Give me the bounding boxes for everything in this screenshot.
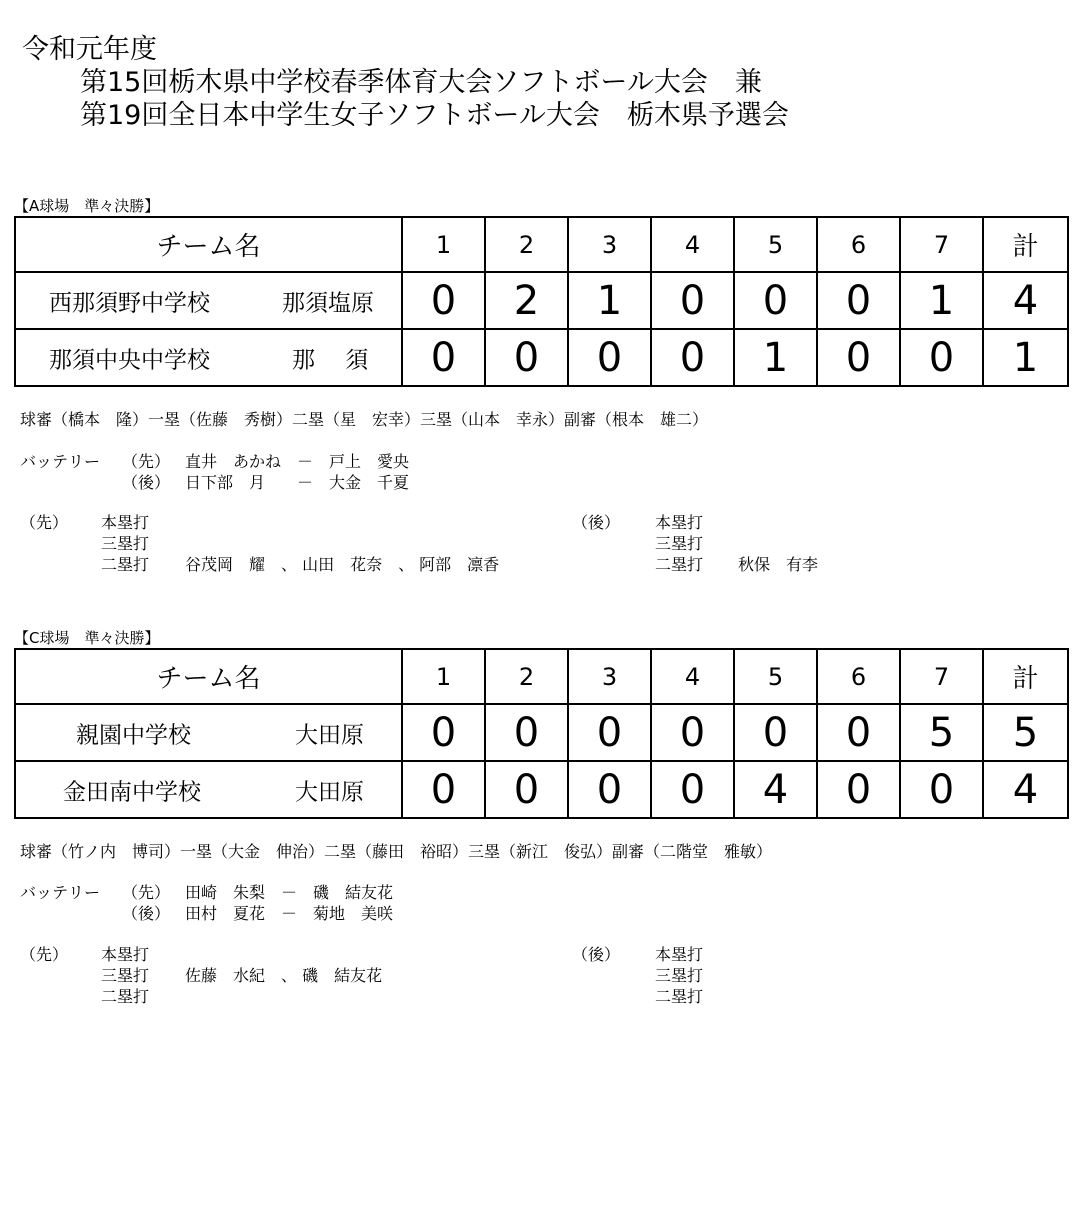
double-label: 二塁打 — [655, 987, 704, 1006]
city-name: 那須塩原 — [282, 290, 374, 316]
inning-runs: 0 — [817, 704, 900, 761]
inning-header: 2 — [485, 649, 568, 704]
team-row — [15, 761, 1068, 818]
home-run-label: 本塁打 — [101, 513, 150, 532]
inning-runs: 1 — [568, 272, 651, 329]
school-name: 西那須野中学校 — [49, 290, 210, 316]
inning-runs: 0 — [402, 272, 485, 329]
inning-header: 4 — [651, 649, 734, 704]
double-label: 二塁打 — [101, 987, 150, 1006]
document-year: 令和元年度 — [22, 34, 157, 65]
inning-header: 1 — [402, 217, 485, 272]
total-runs: 1 — [983, 329, 1068, 386]
team-name-header: チーム名 — [15, 649, 402, 704]
triple-label: 三塁打 — [655, 534, 704, 553]
hits-side-second: （後） — [572, 513, 621, 532]
scoreboard-header-row — [15, 217, 1068, 272]
inning-runs: 0 — [817, 272, 900, 329]
inning-runs: 0 — [485, 761, 568, 818]
home-run-label: 本塁打 — [655, 513, 704, 532]
hits-side-first: （先） — [20, 945, 69, 964]
total-header: 計 — [983, 217, 1068, 272]
team-cell — [15, 329, 402, 386]
umpires-line: 球審（橋本 隆）一塁（佐藤 秀樹）二塁（星 宏幸）三塁（山本 幸永）副審（根本 雄二） — [20, 410, 709, 429]
inning-runs: 0 — [651, 761, 734, 818]
total-runs: 4 — [983, 272, 1068, 329]
game-c-label: 【C球場 準々決勝】 — [14, 629, 160, 647]
triple-label: 三塁打 — [101, 966, 150, 985]
battery-names: 田崎 朱梨 － 磯 結友花 — [185, 883, 394, 902]
triple-label: 三塁打 — [655, 966, 704, 985]
inning-header: 3 — [568, 217, 651, 272]
hits-side-second: （後） — [572, 945, 621, 964]
inning-header: 7 — [900, 649, 983, 704]
inning-runs: 4 — [734, 761, 817, 818]
inning-runs: 1 — [900, 272, 983, 329]
school-name: 那須中央中学校 — [49, 347, 210, 373]
inning-runs: 0 — [568, 761, 651, 818]
inning-runs: 0 — [900, 761, 983, 818]
inning-header: 5 — [734, 649, 817, 704]
inning-runs: 0 — [651, 704, 734, 761]
tournament-title-line-2: 第19回全日本中学生女子ソフトボール大会 栃木県予選会 — [80, 100, 789, 131]
inning-header: 2 — [485, 217, 568, 272]
city-name: 那 須 — [292, 347, 369, 373]
hits-side-first: （先） — [20, 513, 69, 532]
inning-runs: 2 — [485, 272, 568, 329]
school-name: 金田南中学校 — [63, 779, 201, 805]
inning-header: 7 — [900, 217, 983, 272]
inning-header: 1 — [402, 649, 485, 704]
team-cell — [15, 272, 402, 329]
game-a-label: 【A球場 準々決勝】 — [14, 197, 160, 215]
total-header: 計 — [983, 649, 1068, 704]
team-row — [15, 272, 1068, 329]
double-label: 二塁打 — [101, 555, 150, 574]
city-name: 大田原 — [295, 722, 364, 748]
double-players: 秋保 有李 — [738, 555, 819, 574]
battery-names: 日下部 月 － 大金 千夏 — [185, 473, 410, 492]
triple-players: 佐藤 水紀 、 磯 結友花 — [185, 966, 383, 985]
inning-header: 5 — [734, 217, 817, 272]
inning-runs: 0 — [402, 704, 485, 761]
inning-runs: 0 — [485, 329, 568, 386]
inning-header: 6 — [817, 649, 900, 704]
inning-header: 4 — [651, 217, 734, 272]
inning-runs: 0 — [817, 329, 900, 386]
team-name-header: チーム名 — [15, 217, 402, 272]
inning-runs: 0 — [402, 329, 485, 386]
battery-side: （後） — [122, 904, 171, 923]
team-row — [15, 329, 1068, 386]
home-run-label: 本塁打 — [655, 945, 704, 964]
battery-label: バッテリー — [20, 883, 101, 902]
inning-header: 3 — [568, 649, 651, 704]
inning-runs: 0 — [568, 329, 651, 386]
team-cell — [15, 761, 402, 818]
city-name: 大田原 — [295, 779, 364, 805]
tournament-title-line-1: 第15回栃木県中学校春季体育大会ソフトボール大会 兼 — [80, 67, 762, 98]
inning-runs: 0 — [485, 704, 568, 761]
inning-runs: 0 — [817, 761, 900, 818]
total-runs: 5 — [983, 704, 1068, 761]
battery-side: （先） — [122, 883, 171, 902]
inning-runs: 0 — [651, 272, 734, 329]
inning-runs: 0 — [734, 272, 817, 329]
battery-names: 直井 あかね － 戸上 愛央 — [185, 452, 410, 471]
team-row — [15, 704, 1068, 761]
inning-runs: 0 — [734, 704, 817, 761]
inning-runs: 1 — [734, 329, 817, 386]
school-name: 親園中学校 — [76, 722, 191, 748]
inning-runs: 0 — [568, 704, 651, 761]
double-label: 二塁打 — [655, 555, 704, 574]
game-a-scoreboard — [14, 216, 1069, 387]
home-run-label: 本塁打 — [101, 945, 150, 964]
battery-side: （後） — [122, 473, 171, 492]
total-runs: 4 — [983, 761, 1068, 818]
inning-runs: 5 — [900, 704, 983, 761]
inning-header: 6 — [817, 217, 900, 272]
double-players: 谷茂岡 耀 、 山田 花奈 、 阿部 凛香 — [185, 555, 500, 574]
team-cell — [15, 704, 402, 761]
umpires-line: 球審（竹ノ内 博司）一塁（大金 伸治）二塁（藤田 裕昭）三塁（新江 俊弘）副審（二階堂 雅敏） — [20, 842, 773, 861]
triple-label: 三塁打 — [101, 534, 150, 553]
battery-names: 田村 夏花 － 菊地 美咲 — [185, 904, 394, 923]
scoreboard-header-row — [15, 649, 1068, 704]
inning-runs: 0 — [402, 761, 485, 818]
battery-side: （先） — [122, 452, 171, 471]
inning-runs: 0 — [651, 329, 734, 386]
game-c-scoreboard — [14, 648, 1069, 819]
inning-runs: 0 — [900, 329, 983, 386]
battery-label: バッテリー — [20, 452, 101, 471]
